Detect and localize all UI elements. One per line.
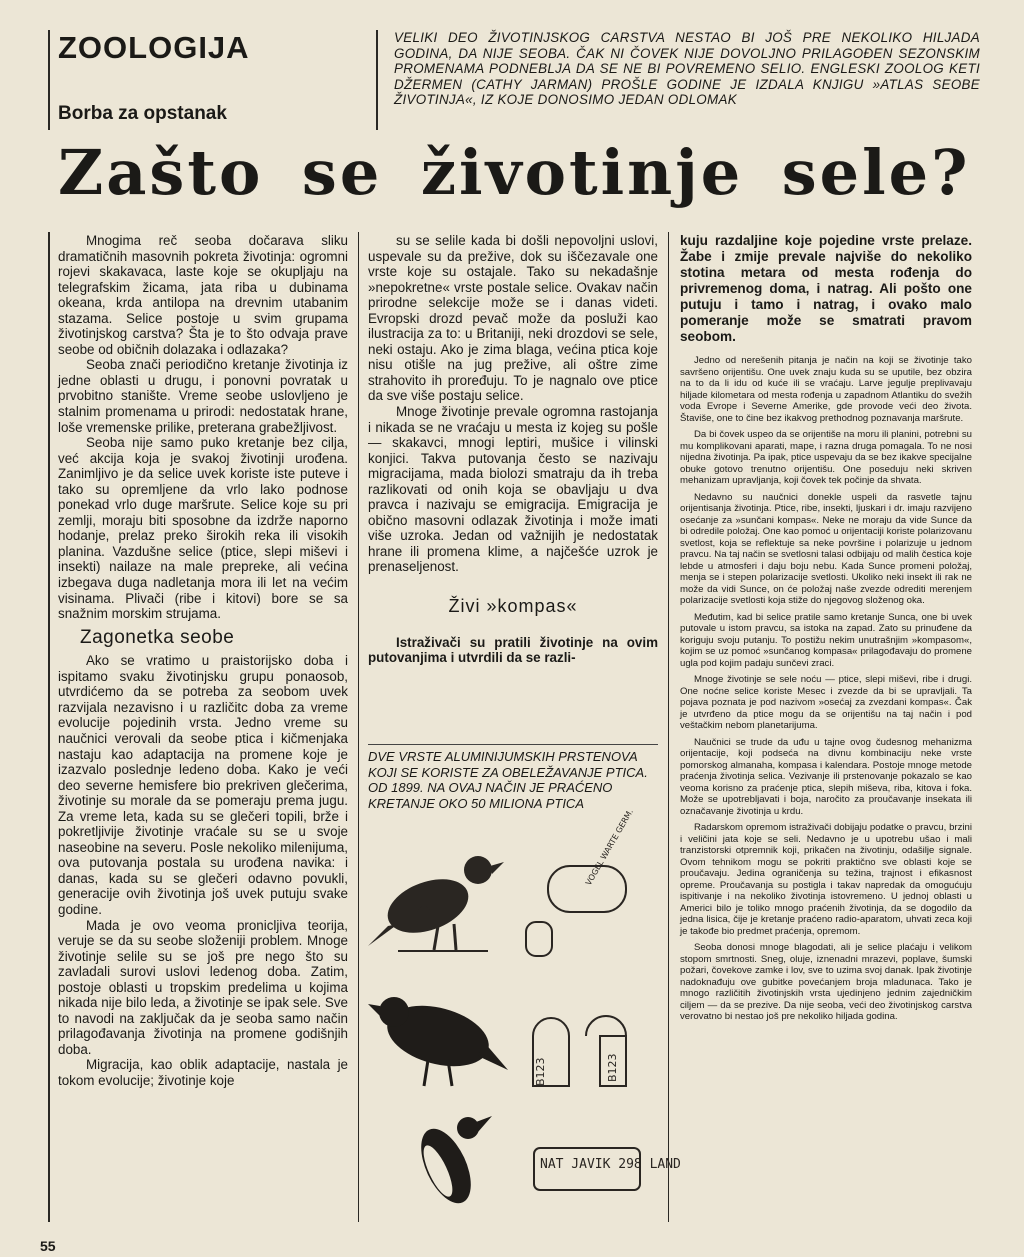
column-2 — [368, 233, 658, 666]
auk-icon — [411, 1116, 492, 1211]
bird-ring-3 — [586, 1016, 626, 1086]
bird-ring-1 — [548, 808, 635, 912]
paragraph: Mada je ovo veoma pronicljiva teorija, veruje se da su seobe složeniji problem. Mnoge životinje selile su se još pre nego što su zavladali surovi uslovi ledenog doba. Zatim, postoje oblasti u tropskim predelima u kojima nikada nije bilo leda, a životinje se ipak sele. Sve to navodi na zaključak da je seoba samo način prilagođavanja životinja na promene godišnjih doba. — [58, 917, 348, 1057]
figure-caption: DVE VRSTE ALUMINIJUMSKIH PRSTENOVA KOJI SE KORISTE ZA OBELEŽAVANJE PTICA. OD 1899. NA OVAJ NAČIN JE PRAĆENO KRETANJE OKO 50 MILIONA PTICA — [368, 744, 658, 811]
paragraph: Međutim, kad bi selice pratile samo kretanje Sunca, one bi uvek putovale u istom pravcu, sa istoka na zapad. Zato su prinuđene da koriguju svoju putanju. To postižu nekim unutrašnjim »kompasom«, kojim se uz pomoć »sunčanog kompasa« prilagođavaju do promene ugla pod kojim padaju sunčevi zraci. — [680, 611, 972, 669]
bird-ring-2 — [533, 1018, 569, 1086]
paragraph: Seoba donosi mnoge blagodati, ali je selice plaćaju i velikom stopom smrtnosti. Sneg, oluje, iznenadni mrazevi, poplave, šumski požari, čovekove zamke i lov, sve to uzima svoj danak. Ipak životinje nadoknađuju ove gubitke povećanjem broja mladunaca. Tako je mnogo različitih životinjskih vrsta ujedinjeno jednim zajedničkim ciljem — da se prezive. Da nije seoba, veći deo životinjskog carstva verovatno bi nestao još pre nekoliko hiljada godina. — [680, 942, 972, 1022]
ring-label-4: NAT JAVIK 298 LAND — [540, 1157, 681, 1172]
paragraph: Mnoge životinje se sele noću — ptice, slepi miševi, ribe i drugi. One noćne selice koriste Mesec i zvezde da bi se upravljali. Ta pojava poznata je pod nazivom »osećaj za zvezdani kompas«. Čak je utvrđeno da ptice mogu da se orijentišu na taj način i pod veštačkim nebom planetarijuma. — [680, 674, 972, 731]
paragraph: Radarskom opremom istraživači dobijaju podatke o pravcu, brzini i veličini jata koje se seli. Nedavno je u upotrebu ušao i mali tranzistorski otpremnik koji, prikačen na životinju, odašilje signale. Ovom tehnikom mogu se pokriti praktično sve oblasti koje se proučavaju. Jedina ograničenja su težina, trajnost i efikasnost opreme. Proučavanja su postigla i takav napredak da omogućuju ispitivanje i na nekoliko životinja istovremeno. U jednoj oblasti u Americi bilo je toliko mnogo praćenih životinja, da se dogodilo da jedna lisica, čije je kretanje praćeno radio-aparatom, uhvati zeca koji je takođe bio predmet praćenja, opremom. — [680, 822, 972, 937]
bird-ring-small — [526, 922, 552, 956]
column-rule-left — [48, 232, 50, 1222]
paragraph: Seoba znači periodično kretanje životinja iz jedne oblasti u drugu, i ponovni povratak u prvobitno stanište. Vreme seobe uslovljeno je stalnim promenama u prirodi: nedostatak hrane, loše vremenske prilike, preterana grabežljivost. — [58, 357, 348, 435]
thrush-icon — [368, 856, 504, 951]
paragraph: Nedavno su naučnici donekle uspeli da rasvetle tajnu orijentisanja životinja. Ptice, ribe, insekti, ljuskari i dr. imaju razvijeno osećanje za »sunčani kompas«. Neke ne moraju da vide Sunce da bi odredile položaj. One kao pomoć u orijentaciji koriste polarizovanu svetlost, koja se reflektuje sa neke površine i polarizuje u jednom pravcu. Na taj način se svetlosni talasi odbijaju od malih čestica koje lebde u atmosferi i daju boju nebu. Kada Sunce promeni položaj, menja se i stepen polarizacije svetlosti. Ukoliko neki insekt ili rak ne može da vidi Sunce, on će položaj naše zvezde odrediti merenjem polarizacije svetlosti koja stiže do njegovog složenog oka. — [680, 491, 972, 606]
paragraph: Mnoge životinje prevale ogromna rastojanja i nikada se ne vraćaju u mesta iz kojeg su pošle — skakavci, mnogi leptiri, mušice i vilinski konjici. Takva putovanja često se nazivaju migracijama, mada biolozi smatraju da ih treba razlikovati od onih koja se obavljaju u dva pravca i nazivaju se emigracija. Emigracija je obično masovni odlazak životinja i može imati više uzroka. Jedan od važnijih je nedostatak hrane ili promena klime, a najčešće uzrok je prenaseljenost. — [368, 404, 658, 575]
header-divider — [376, 30, 378, 130]
paragraph: Mnogima reč seoba dočarava sliku dramatičnih masovnih pokreta životinja: ogromni rojevi skakavaca, laste koje se okupljaju na telegrafskim žicama, jata riba u dubinama okeana, krda antilopa na drevnim utabanim stazama. Selice postoje u svim grupama životinjskog carstva? Šta je to što odvaja prave seobe od običnih dolazaka i odlazaka? — [58, 233, 348, 357]
paragraph: kuju razdaljine koje pojedine vrste prelaze. Žabe i zmije prevale najviše do nekoliko stotina metara od mesta rođenja do privremenog doma, i natrag. Ali pošto one putuju i tamo i natrag, i ovako malo pomeranje može se smatrati pravom seobom. — [680, 233, 972, 344]
column-1 — [58, 233, 348, 1089]
margin-rule — [48, 30, 50, 130]
ring-label-2: B123 — [534, 1057, 547, 1086]
paragraph: Migracija, kao oblik adaptacije, nastala je tokom evolucije; životinje koje — [58, 1057, 348, 1088]
paragraph: Jedno od nerešenih pitanja je način na koji se životinje tako savršeno orijentišu. One uvek znaju kuda su se uputile, bez obzira na to da li idu od kuće ili se vraćaju. Larve jegulje preplivavaju hiljade kilometara od mesta rođenja u zapadnom Atlantiku do svežih voda Evrope i Severne Amerike, gde provode veći deo života. Štaviše, one to čine bez ikakvog prethodnog poznavanja maršrute. — [680, 355, 972, 424]
subheading: Zagonetka seobe — [80, 626, 235, 648]
column-rule-1 — [358, 232, 359, 1222]
bird-ring-4 — [534, 1148, 681, 1190]
paragraph: Naučnici se trude da uđu u tajne ovog čudesnog mehanizma orijentacije, koji podseća na divnu kombinaciju neke vrste pomorskog almanaha, kompasa i kalendara. Postoje mnoge metode praćenja životinja selica. Vezivanje ili prstenovanje pokazalo se kao veoma korisno za praćenje ptica, slepih miševa, riba, kitova i foka. Može se upotrebljavati i boja, naročito za proučavanje insekata ili označavanje životinja u krdu. — [680, 736, 972, 817]
ring-label-3: B123 — [606, 1053, 619, 1082]
crow-icon — [368, 995, 508, 1086]
column-rule-2 — [668, 232, 669, 1222]
ring-label-1: VOGEL WARTE GERM. — [583, 807, 636, 887]
lede: VELIKI DEO ŽIVOTINJSKOG CARSTVA NESTAO BI JOŠ PRE NEKOLIKO HILJADA GODINA, DA NIJE SEOBA. ČAK NI ČOVEK NIJE DOVOLJNO PRILAGOĐEN SEZONSKIM PROMENAMA PODNEBLJA DA SE NE BI POVREMENO SELIO. ENGLESKI ZOOLOG KETI DŽERMEN (CATHY JARMAN) PROŠLE GODINE JE IZDALA KNJIGU »ATLAS SEOBE ŽIVOTINJA«, IZ KOJE DONOSIMO JEDAN ODLOMAK — [394, 30, 980, 108]
paragraph: Ako se vratimo u praistorijsko doba i ispitamo svaku životinjsku grupu ponaosob, utvrdićemo da se potreba za seobom uvek razvijala nezavisno i u različitc doba za vreme evolucije pojedinih vrsta. Jedno vreme su naučnici verovali da seobe ptica i kičmenjaka nastaju kao adaptacija na promene koje je izazvalo poslednje ledeno doba. Kako je veći deo severne hemisfere bio prekriven glečerima, životinje su morale da se pomeraju prema jugu. Za vreme leta, kada su se glečeri topili, brže i pokretljivije životinje vraćale su se u svoje naseobine na severu. Posle nekoliko milenijuma, ova putovanja postala su urođena navika: i danas, kada su se glečeri odavno povukli, generacije ovih životinja još uvek putuju svake godine. — [58, 653, 348, 917]
bird-ring-illustration — [368, 807, 681, 1216]
headline: Zašto se životinje sele? — [58, 136, 971, 209]
paragraph: Istraživači su pratili životinje na ovim putovanjima i utvrdili da se razli- — [368, 634, 658, 666]
small-text-block — [680, 355, 972, 1023]
column-3 — [680, 233, 972, 1023]
paragraph: su se selile kada bi došli nepovoljni uslovi, uspevale su da prežive, dok su iščezavale one vrste koje su ostajale. Tako su nekadašnje »nepokretne« vrste postale selice. Ovakav način prirodne selekcije može se i danas videti. Evropski drozd pevač može da posluži kao ilustracija za to: u Britaniji, neki drozdovi se sele, neki ostaju. Ako je zima blaga, većina ptica koje nisu otišle na jug preživе, ali oštre zime strahovito ih proređuju. To je nagnalo ove ptice da sve više postaju selice. — [368, 233, 658, 404]
kicker: Borba za opstanak — [58, 103, 227, 124]
paragraph: Seoba nije samo puko kretanje bez cilja, već akcija koja je svakoj životinji urođena. Zanimljivo je da selice uvek koriste iste puteve i tako su opremljene da vrlo lako podnose ponekad vrlo duge maršrute. Selice koje su pri zemlji, moraju biti sposobne da izdrže naporno hodanje, prelaz preko širokih reka ili visokih planina. Vazdušne selice (ptice, slepi miševi i insekti) nailaze na male prepreke, ali većina izbegava duga nadletanja mora ili let na većim visinama. Plivači (ribe i kitovi) bore se sa snažnim morskim strujama. — [58, 435, 348, 622]
page-number: 55 — [40, 1238, 56, 1254]
subheading: Živi »kompas« — [448, 596, 578, 617]
section-title: ZOOLOGIJA — [58, 30, 250, 65]
paragraph: Da bi čovek uspeo da se orijentiše na moru ili planini, potrebni su mu komplikovani aparati, mape, i razna druga pomagala. To ne nosi nijedna životinja. Pa ipak, ptice uspevaju da se bez ikakve specijalne obuke gotovo trenutno orijentišu. One poseduju neki skriven mehanizam upravljanja, koji čovek tek počinje da shvata. — [680, 429, 972, 486]
